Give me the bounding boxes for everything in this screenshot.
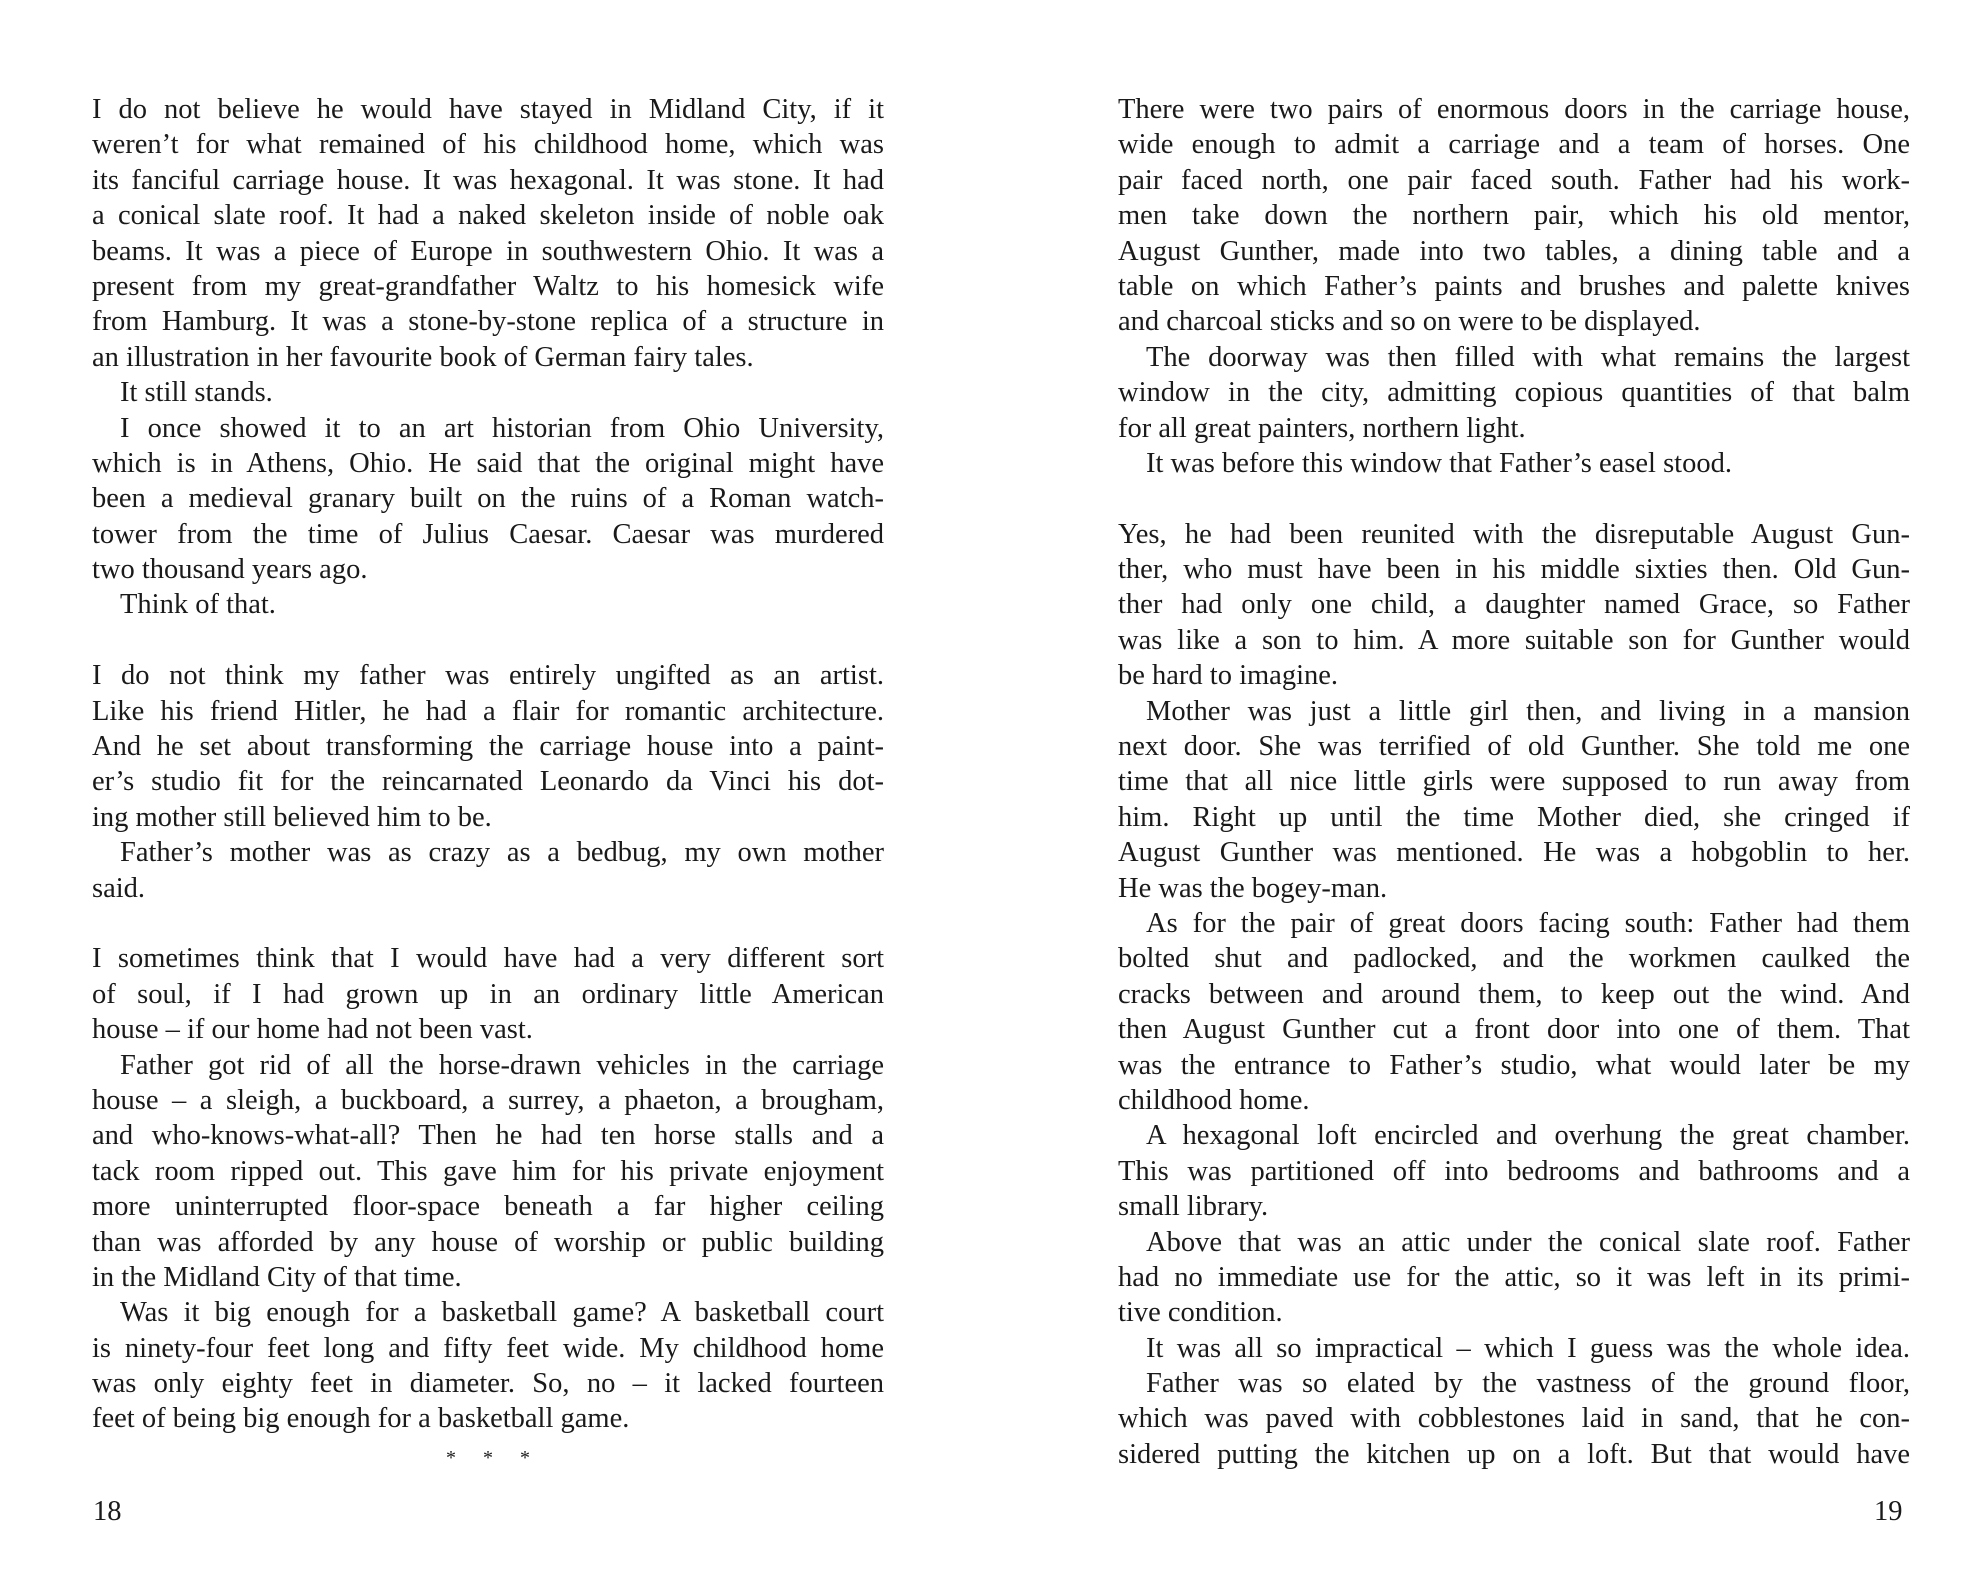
text-line: As for the pair of great doors facing south: Father had them <box>1146 907 1910 939</box>
text-line: Yes, he had been reunited with the disreputable August Gun- <box>1118 518 1910 550</box>
section-break <box>1118 481 1910 516</box>
text-line: house – if our home had not been vast. <box>92 1014 533 1046</box>
text-line: Father’s mother was as crazy as a bedbug, my own mother <box>120 837 884 869</box>
text-line: is ninety-four feet long and fifty feet wide. My childhood home <box>92 1332 884 1364</box>
text-line: window in the city, admitting copious quantities of that balm <box>1118 377 1910 409</box>
text-line: time that all nice little girls were supposed to run away from <box>1118 766 1910 798</box>
text-line: ther had only one child, a daughter named Grace, so Father <box>1118 589 1910 621</box>
text-line: wide enough to admit a carriage and a team of horses. One <box>1118 129 1910 161</box>
section-ornament: * * * <box>446 1446 530 1469</box>
text-line: A hexagonal loft encircled and overhung the great chamber. <box>1146 1120 1910 1152</box>
section-break <box>92 623 884 658</box>
text-line: Mother was just a little girl then, and living in a mansion <box>1146 695 1910 727</box>
text-line: tower from the time of Julius Caesar. Caesar was murdered <box>92 518 884 550</box>
text-line: men take down the northern pair, which his old mentor, <box>1118 200 1910 232</box>
text-line: There were two pairs of enormous doors in the carriage house, <box>1118 94 1910 125</box>
text-line: was like a son to him. A more suitable son for Gunther would <box>1118 624 1910 656</box>
page-number-right: 19 <box>1874 1496 1903 1527</box>
text-line: be hard to imagine. <box>1118 660 1339 692</box>
text-line: I do not believe he would have stayed in Midland City, if it <box>92 94 884 125</box>
text-line: August Gunther was mentioned. He was a hobgoblin to her. <box>1118 837 1910 869</box>
text-line: a conical slate roof. It had a naked skeleton inside of noble oak <box>92 200 884 232</box>
text-line: which was paved with cobblestones laid in sand, that he con- <box>1118 1403 1910 1435</box>
text-line: been a medieval granary built on the ruins of a Roman watch- <box>92 483 884 515</box>
text-line: than was afforded by any house of worship or public building <box>92 1226 884 1258</box>
text-line: house – a sleigh, a buckboard, a surrey, a phaeton, a brougham, <box>92 1084 884 1116</box>
right-page <box>1118 92 1910 1472</box>
text-line: ing mother still believed him to be. <box>92 801 492 833</box>
text-line: He was the bogey-man. <box>1118 872 1388 904</box>
text-line: childhood home. <box>1118 1084 1310 1116</box>
text-line: was the entrance to Father’s studio, what would later be my <box>1118 1049 1910 1081</box>
text-line: bolted shut and padlocked, and the workmen caulked the <box>1118 943 1910 975</box>
text-line: I do not think my father was entirely ungifted as an artist. <box>92 660 884 692</box>
left-page <box>92 92 884 1472</box>
text-line: him. Right up until the time Mother died, she cringed if <box>1118 801 1910 833</box>
text-line: It still stands. <box>120 377 273 409</box>
text-line: for all great painters, northern light. <box>1118 412 1526 444</box>
text-line: tive condition. <box>1118 1297 1283 1329</box>
text-line: Father got rid of all the horse-drawn vehicles in the carriage <box>120 1049 884 1081</box>
text-line: pair faced north, one pair faced south. Father had his work- <box>1118 164 1910 196</box>
text-line: Like his friend Hitler, he had a flair for romantic architecture. <box>92 695 884 727</box>
text-line: It was all so impractical – which I guess was the whole idea. <box>1146 1332 1910 1364</box>
text-line: from Hamburg. It was a stone-by-stone replica of a structure in <box>92 306 884 338</box>
text-line: Above that was an attic under the conical slate roof. Father <box>1146 1226 1910 1258</box>
text-line: Was it big enough for a basketball game? A basketball court <box>120 1297 884 1329</box>
text-line: And he set about transforming the carriage house into a paint- <box>92 731 884 763</box>
text-line: Think of that. <box>120 589 276 621</box>
text-line: which is in Athens, Ohio. He said that the original might have <box>92 447 884 479</box>
text-line: The doorway was then filled with what remains the largest <box>1146 341 1910 373</box>
text-line: had no immediate use for the attic, so it was left in its primi- <box>1118 1261 1910 1293</box>
text-line: said. <box>92 872 146 904</box>
text-line: present from my great-grandfather Waltz to his homesick wife <box>92 270 884 302</box>
text-line: This was partitioned off into bedrooms and bathrooms and a <box>1118 1155 1910 1187</box>
page-number-left: 18 <box>93 1496 122 1527</box>
text-line: beams. It was a piece of Europe in southwestern Ohio. It was a <box>92 235 884 267</box>
text-line: two thousand years ago. <box>92 554 368 586</box>
text-line: of soul, if I had grown up in an ordinary little American <box>92 978 884 1010</box>
text-line: next door. She was terrified of old Gunther. She told me one <box>1118 731 1910 763</box>
text-line: an illustration in her favourite book of German fairy tales. <box>92 341 754 373</box>
text-line: sidered putting the kitchen up on a loft. But that would have <box>1118 1438 1910 1470</box>
text-line: Father was so elated by the vastness of the ground floor, <box>1146 1368 1910 1400</box>
text-line: and charcoal sticks and so on were to be displayed. <box>1118 306 1701 338</box>
text-line: its fanciful carriage house. It was hexagonal. It was stone. It had <box>92 164 884 196</box>
text-line: in the Midland City of that time. <box>92 1261 462 1293</box>
section-break <box>92 906 884 941</box>
text-line: then August Gunther cut a front door into one of them. That <box>1118 1014 1910 1046</box>
text-line: tack room ripped out. This gave him for his private enjoyment <box>92 1155 884 1187</box>
text-line: weren’t for what remained of his childhood home, which was <box>92 129 884 161</box>
text-line: feet of being big enough for a basketball game. <box>92 1403 630 1435</box>
text-line: It was before this window that Father’s easel stood. <box>1146 447 1732 479</box>
text-line: table on which Father’s paints and brushes and palette knives <box>1118 270 1910 302</box>
text-line: small library. <box>1118 1191 1269 1223</box>
text-line: I once showed it to an art historian from Ohio University, <box>120 412 884 444</box>
text-line: ther, who must have been in his middle sixties then. Old Gun- <box>1118 554 1910 586</box>
text-line: and who-knows-what-all? Then he had ten horse stalls and a <box>92 1120 884 1152</box>
text-line: I sometimes think that I would have had a very different sort <box>92 943 884 975</box>
text-line: cracks between and around them, to keep out the wind. And <box>1118 978 1910 1010</box>
text-line: er’s studio fit for the reincarnated Leonardo da Vinci his dot- <box>92 766 884 798</box>
text-line: more uninterrupted floor-space beneath a far higher ceiling <box>92 1191 884 1223</box>
text-line: was only eighty feet in diameter. So, no – it lacked fourteen <box>92 1368 884 1400</box>
text-line: August Gunther, made into two tables, a dining table and a <box>1118 235 1910 267</box>
